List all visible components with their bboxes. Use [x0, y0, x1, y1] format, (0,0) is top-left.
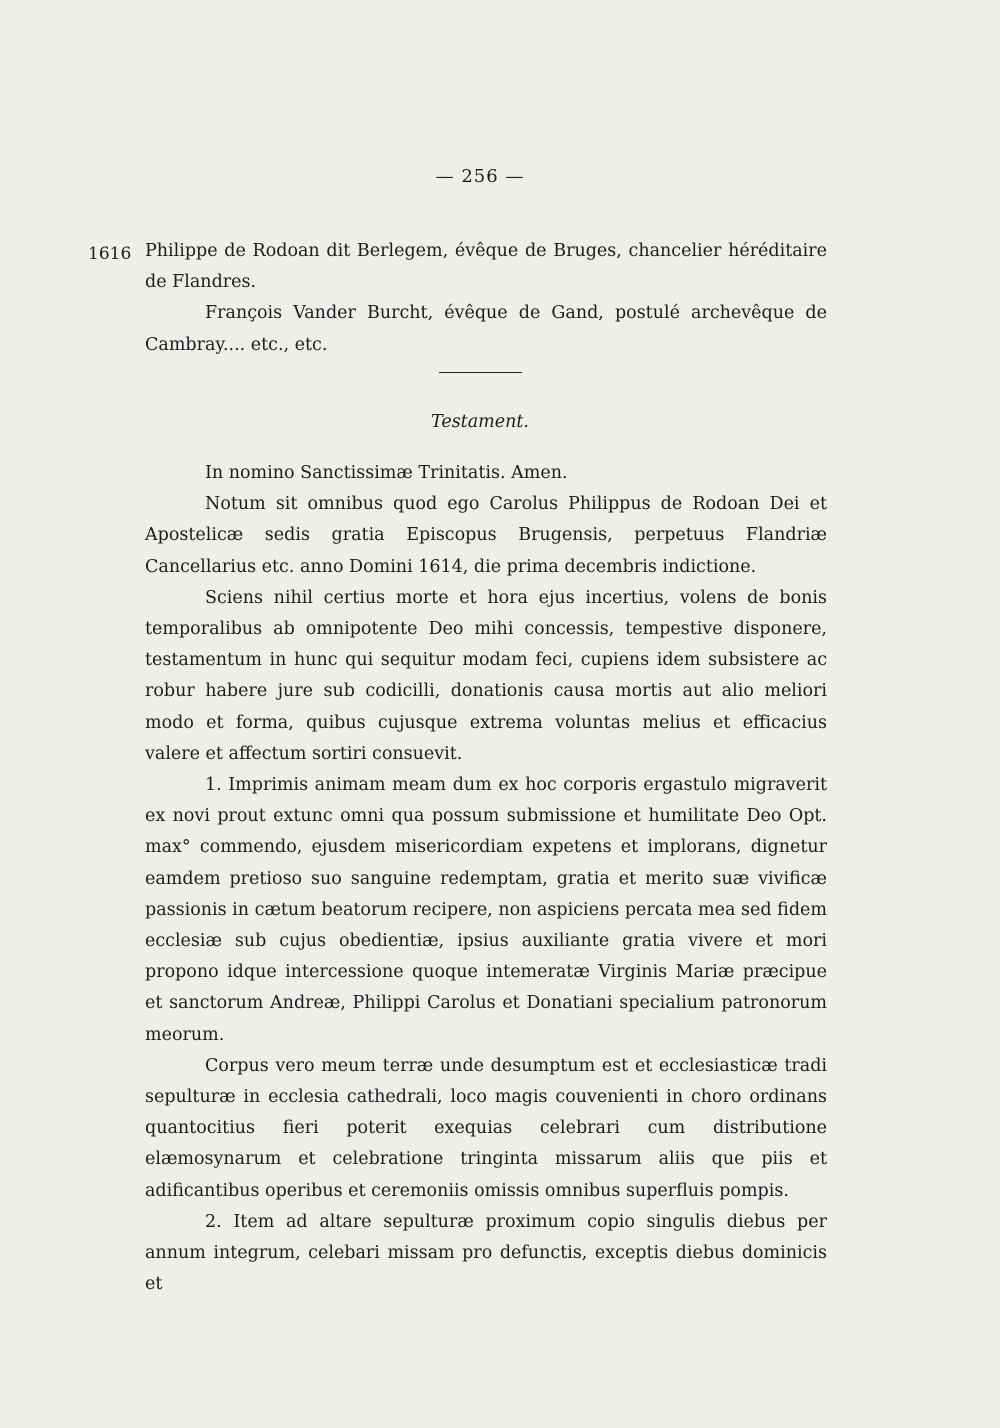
paragraph: Corpus vero meum terræ unde desumptum est et ecclesiasticæ tradi sepulturæ in ecclesia cathedrali, loco magis couvenienti in choro ordinans quantocitius fieri poterit exequias celebrari cum distributione elæmosynarum et celebratione tringinta missarum aliis que piis et adificantibus operibus et ceremoniis omissis omnibus superfluis pompis.: [145, 1055, 827, 1201]
testament-text: [145, 458, 827, 1300]
entry-line-2: François Vander Burcht, évêque de Gand, postulé archevêque de Cambray.... etc., etc.: [145, 303, 827, 355]
paragraph: Notum sit omnibus quod ego Carolus Philippus de Rodoan Dei et Apostelicæ sedis gratia Episcopus Brugensis, perpetuus Flandriæ Cancellarius etc. anno Domini 1614, die prima decembris indictione.: [145, 494, 827, 577]
paragraph: Sciens nihil certius morte et hora ejus incertius, volens de bonis temporalibus ab omnipotente Deo mihi concessis, tempestive disponere, testamentum in hunc qui sequitur modam feci, cupiens idem subsistere ac robur habere jure sub codicilli, donationis causa mortis aut alio meliori modo et forma, quibus cujusque extrema voluntas melius et efficacius valere et affectum sortiri consuevit.: [145, 587, 827, 764]
paragraph: 2. Item ad altare sepulturæ proximum copio singulis diebus per annum integrum, celebari missam pro defunctis, exceptis diebus dominicis et: [145, 1211, 827, 1295]
entry-text: [145, 236, 827, 361]
entry-line-1: Philippe de Rodoan dit Berlegem, évêque de Bruges, chancelier héréditaire de Flandres.: [145, 241, 827, 293]
section-heading: Testament.: [431, 412, 529, 432]
page-number: — 256 —: [435, 166, 525, 187]
separator-rule: [439, 372, 522, 373]
paragraph: 1. Imprimis animam meam dum ex hoc corporis ergastulo migraverit ex novi prout extunc omni qua possum submissione et humilitate Deo Opt. max° commendo, ejusdem misericordiam expetens et implorans, dignetur eamdem pretioso suo sanguine redemptam, gratia et merito suæ vivificæ passionis in cætum beatorum recipere, non aspiciens percata mea sed fidem ecclesiæ sub cujus obedientiæ, ipsius auxiliante gratia vivere et mori propono idque intercessione quoque intemeratæ Virginis Mariæ præcipue et sanctorum Andreæ, Philippi Carolus et Donatiani specialium patronorum meorum.: [145, 775, 827, 1045]
paragraph: In nomino Sanctissimæ Trinitatis. Amen.: [205, 463, 568, 483]
entry-year: 1616: [88, 244, 132, 264]
